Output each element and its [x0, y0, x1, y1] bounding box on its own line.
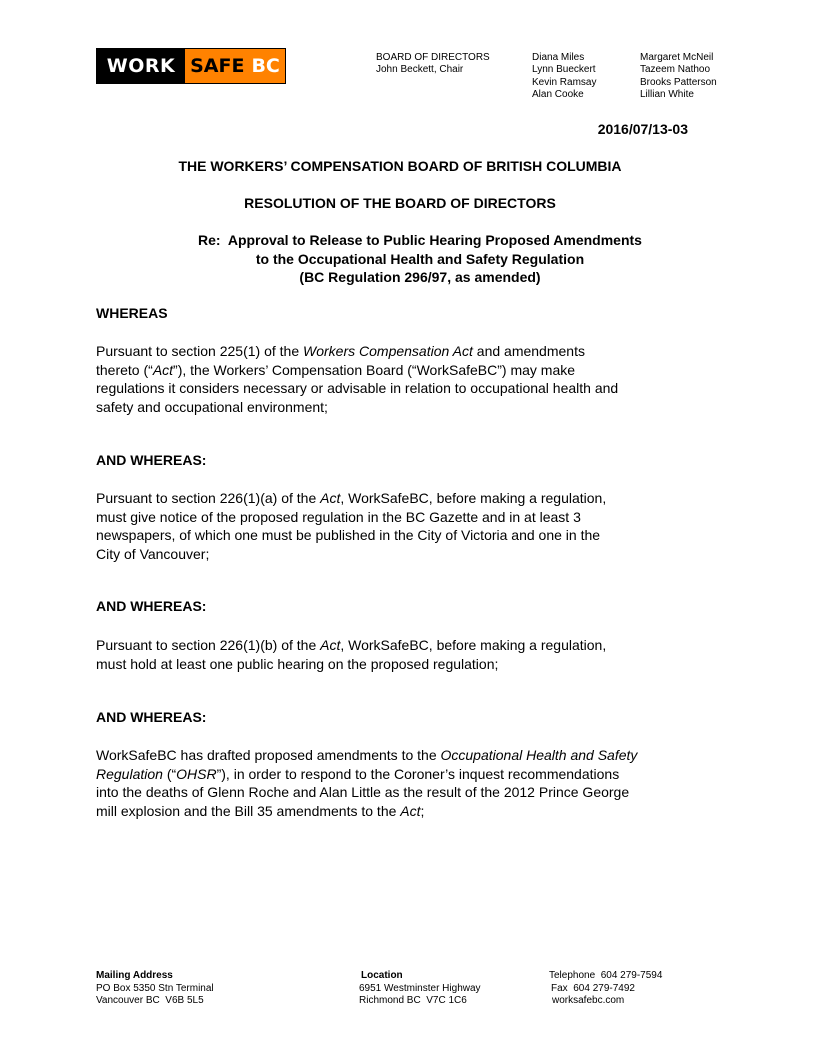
- italic-text: Workers Compensation Act: [303, 343, 473, 359]
- director-name: Margaret McNeil: [640, 52, 714, 63]
- text-run: , WorkSafeBC, before making a regulation,: [340, 490, 607, 506]
- board-title: BOARD OF DIRECTORS: [376, 52, 490, 63]
- logo-bc: BC: [251, 55, 280, 77]
- section-paragraph: [96, 489, 736, 563]
- text-run: (“: [162, 765, 177, 782]
- text-run: Pursuant to section 226(1)(a) of the: [96, 490, 321, 506]
- re-block: [0, 231, 816, 287]
- worksafebc-logo: [96, 48, 286, 84]
- location-line: Richmond BC V7C 1C6: [359, 995, 467, 1006]
- paragraph-line: [96, 802, 736, 821]
- director-name: Alan Cooke: [532, 88, 584, 100]
- mailing-label: Mailing Address: [96, 970, 173, 981]
- footer-contact: [549, 970, 662, 1008]
- paragraph-line: [96, 765, 736, 784]
- paragraph-line: [96, 379, 736, 398]
- section-paragraph: [96, 746, 736, 820]
- text-run: safety and occupational environment;: [96, 398, 328, 415]
- text-run: mill explosion and the Bill 35 amendments to the: [96, 802, 401, 819]
- board-chair: John Beckett, Chair: [376, 64, 464, 76]
- section-paragraph: [96, 342, 736, 416]
- re-line: to the Occupational Health and Safety Regulation: [255, 250, 585, 267]
- paragraph-line: [96, 783, 736, 802]
- location-label: Location: [361, 970, 403, 981]
- logo-work: WORK: [97, 49, 185, 83]
- italic-text: Act: [400, 802, 421, 819]
- text-run: regulations it considers necessary or advisable in relation to occupational health and: [96, 380, 619, 396]
- board-col-3: [640, 52, 717, 101]
- section-heading: AND WHEREAS:: [96, 598, 207, 614]
- mailing-line: PO Box 5350 Stn Terminal: [96, 982, 214, 994]
- text-run: newspapers, of which one must be published in the City of Victoria and one in the: [96, 527, 601, 543]
- paragraph-line: [96, 655, 736, 674]
- text-run: WorkSafeBC has drafted proposed amendments to the: [96, 747, 441, 763]
- paragraph-line: [96, 545, 736, 564]
- text-run: must give notice of the proposed regulation in the BC Gazette and in at least 3: [96, 508, 581, 525]
- paragraph-line: [96, 342, 736, 361]
- director-name: Tazeem Nathoo: [640, 64, 711, 76]
- footer-location: [359, 970, 481, 1008]
- footer-mailing-address: [96, 970, 214, 1008]
- italic-text: Occupational Health and Safety: [440, 747, 638, 763]
- text-run: Pursuant to section 225(1) of the: [96, 343, 304, 359]
- document-title: THE WORKERS’ COMPENSATION BOARD OF BRITISH COLUMBIA: [178, 158, 622, 174]
- paragraph-line: [96, 508, 736, 527]
- paragraph-line: [96, 361, 736, 380]
- paragraph-line: [96, 398, 736, 417]
- text-run: and amendments: [472, 343, 585, 359]
- re-line: (BC Regulation 296/97, as amended): [299, 269, 541, 285]
- text-run: into the deaths of Glenn Roche and Alan Little as the result of the 2012 Prince George: [96, 784, 630, 800]
- director-name: Lynn Bueckert: [532, 64, 596, 76]
- section-paragraph: [96, 636, 736, 673]
- re-line: Re: Approval to Release to Public Hearing Proposed Amendments: [198, 232, 642, 248]
- section-heading: AND WHEREAS:: [96, 452, 207, 468]
- logo-safe-bc: [185, 49, 285, 83]
- text-run: ”), the Workers’ Compensation Board (“WorkSafeBC”) may make: [173, 361, 576, 378]
- resolution-number: 2016/07/13-03: [597, 121, 688, 137]
- paragraph-line: [96, 526, 736, 545]
- board-col-1: [376, 52, 490, 77]
- italic-text: OHSR: [176, 765, 217, 782]
- text-run: , WorkSafeBC, before making a regulation,: [340, 637, 607, 653]
- italic-text: Act: [320, 637, 341, 653]
- paragraph-line: [96, 636, 736, 655]
- mailing-line: Vancouver BC V6B 5L5: [96, 995, 204, 1006]
- paragraph-line: [96, 489, 736, 508]
- website: worksafebc.com: [552, 995, 625, 1006]
- logo-safe: SAFE: [190, 55, 245, 77]
- italic-text: Regulation: [96, 765, 163, 782]
- board-col-2: [532, 52, 596, 101]
- text-run: ”), in order to respond to the Coroner’s inquest recommendations: [216, 765, 620, 782]
- fax: Fax 604 279-7492: [551, 982, 635, 994]
- section-heading: AND WHEREAS:: [96, 709, 207, 725]
- text-run: must hold at least one public hearing on the proposed regulation;: [96, 655, 499, 672]
- text-run: Pursuant to section 226(1)(b) of the: [96, 637, 321, 653]
- document-subtitle: RESOLUTION OF THE BOARD OF DIRECTORS: [244, 195, 556, 211]
- director-name: Kevin Ramsay: [532, 76, 597, 88]
- director-name: Lillian White: [640, 88, 694, 100]
- italic-text: Act: [320, 490, 341, 506]
- italic-text: Act: [152, 361, 174, 378]
- telephone: Telephone 604 279-7594: [549, 970, 663, 981]
- director-name: Brooks Patterson: [640, 76, 717, 88]
- location-line: 6951 Westminster Highway: [359, 982, 481, 994]
- text-run: City of Vancouver;: [96, 545, 210, 562]
- text-run: thereto (“: [96, 361, 153, 378]
- text-run: ;: [420, 802, 425, 819]
- section-heading: WHEREAS: [96, 305, 168, 321]
- paragraph-line: [96, 746, 736, 765]
- director-name: Diana Miles: [532, 52, 585, 63]
